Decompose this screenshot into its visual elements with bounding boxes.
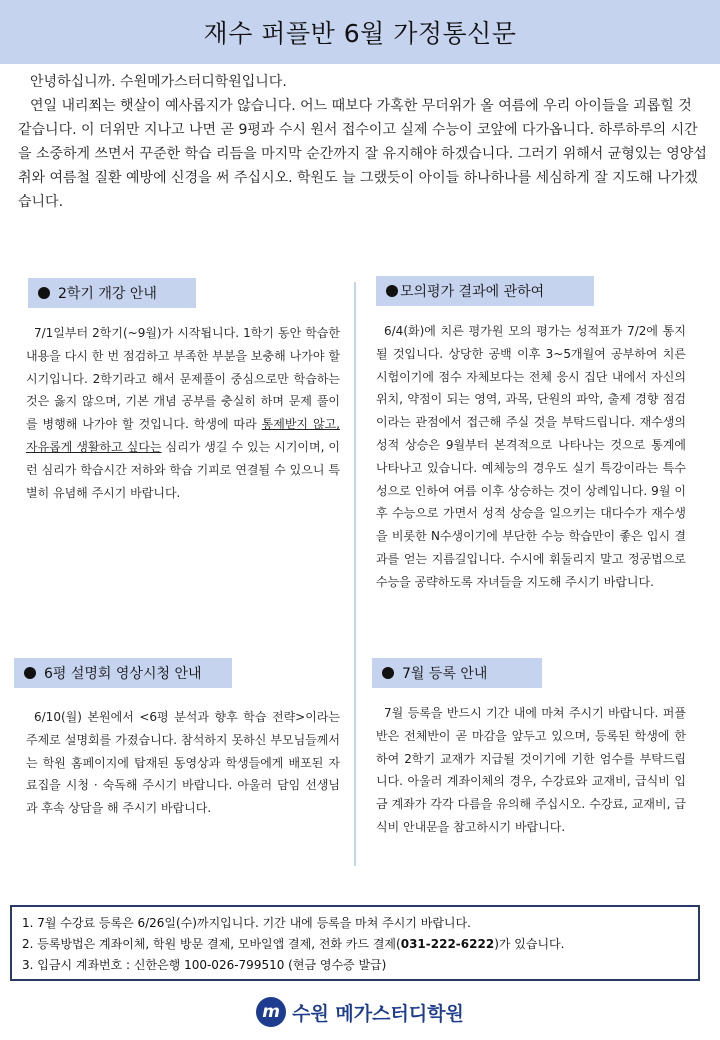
logo-mark-icon: m — [256, 997, 286, 1027]
intro-body: 연일 내리쬐는 햇살이 예사롭지가 않습니다. 어느 때보다 가혹한 무더위가 올 여름에 우리 아이들을 괴롭힐 것 같습니다. 이 더위만 지나고 나면 곧 9평과 수시 원서 접수이고 실제 수능이 코앞에 다가옵니다. 하루하루의 시간을 소중하게 쓰면서 꾸준한 학습 리듬을 마지막 순간까지 잘 유지해야 하겠습니다. 그러기 위해서 균형있는 영양섭취와 여름철 질환 예방에 신경을 써 주십시오. 학원도 늘 그랬듯이 아이들 하나하나를 세심하게 잘 지도해 나가겠습니다. — [18, 98, 707, 210]
notice-box — [10, 905, 700, 981]
section-body-mock — [376, 320, 686, 594]
bullet-icon — [24, 667, 36, 679]
bullet-icon — [386, 285, 398, 297]
column-divider — [354, 282, 356, 866]
notice-line-2 — [22, 934, 688, 955]
semester-underlined-text: 통제받지 않고, 자유롭게 생활하고 싶다는 — [26, 417, 340, 454]
semester-text-after: 심리가 생길 수 있는 시기이며, 이런 심리가 학습시간 저하와 학습 기피로 연결될 수 있으니 특별히 유념해 주시기 바랍니다. — [26, 439, 340, 500]
intro-greeting: 안녕하십니까. 수원메가스터디학원입니다. — [30, 74, 287, 90]
section-header-registration — [372, 658, 542, 688]
section-header-mock — [376, 276, 594, 306]
academy-name: 수원 메가스터디학원 — [292, 1002, 464, 1025]
academy-logo — [0, 993, 720, 1031]
phone-number: 031-222-6222 — [400, 937, 495, 951]
mock-text: 6/4(화)에 치른 평가원 모의 평가는 성적표가 7/2에 통지될 것입니다. 상당한 공백 이후 3~5개월여 공부하여 치른 시험이기에 점수 자체보다는 전체 응시 집단 내에서 자신의 위치, 약점이 되는 영역, 과목, 단원의 파악, 출제 경향 점검이라는 관점에서 접근해 주실 것을 부탁드립니다. 재수생의 성적 상승은 9월부터 본격적으로 나타나는 것으로 통계에 나타나고 있습니다. 예체능의 경우도 실기 특강이라는 특수성으로 인하여 여름 이후 상승하는 것이 상례입니다. 9월 이후 수능으로 가면서 성적 상승을 일으키는 대다수가 재수생을 비롯한 N수생이기에 부단한 수능 학습만이 좋은 입시 결과를 얻는 지름길입니다. 수시에 휘둘리지 말고 정공법으로 수능을 공략하도록 자녀들을 지도해 주시기 바랍니다. — [376, 324, 686, 589]
title-bar — [0, 0, 720, 64]
registration-text: 7월 등록을 반드시 기간 내에 마쳐 주시기 바랍니다. 퍼플반은 전체반이 곧 마감을 앞두고 있으며, 등록된 학생에 한하여 2학기 교재가 지급될 것이기에 기한 엄수를 부탁드립니다. 아울러 계좌이체의 경우, 수강료와 교재비, 급식비 입금 계좌가 각각 다름을 유의해 주십시오. 수강료, 교재비, 급식비 안내문을 참고하시기 바랍니다. — [376, 706, 686, 834]
bullet-icon — [382, 667, 394, 679]
page-title: 재수 퍼플반 6월 가정통신문 — [203, 19, 517, 48]
video-text: 6/10(월) 본원에서 <6평 분석과 향후 학습 전략>이라는 주제로 설명회를 가졌습니다. 참석하지 못하신 부모님들께서는 학원 홈페이지에 탑재된 동영상과 학생들에게 배포된 자료집을 시청 · 숙독해 주시기 바랍니다. 아울러 담임 선생님과 후속 상담을 해 주시기 바랍니다. — [26, 710, 340, 816]
section-title-registration: 7월 등록 안내 — [402, 666, 488, 682]
notice-line-2-text: 2. 등록방법은 계좌이체, 학원 방문 결제, 모바일앱 결제, 전화 카드 결제( — [22, 937, 401, 951]
section-body-registration — [376, 702, 686, 839]
notice-line-3: 3. 입금시 계좌번호 : 신한은행 100-026-799510 (현금 영수증 발급) — [22, 958, 387, 972]
notice-line-2-end: )가 있습니다. — [494, 937, 565, 951]
section-title-semester: 2학기 개강 안내 — [58, 286, 157, 302]
section-title-video: 6평 설명회 영상시청 안내 — [44, 666, 202, 682]
intro — [18, 70, 708, 214]
section-header-semester — [28, 278, 196, 308]
bullet-icon — [38, 287, 50, 299]
notice-line-1: 1. 7월 수강료 등록은 6/26일(수)까지입니다. 기간 내에 등록을 마쳐 주시기 바랍니다. — [22, 916, 471, 930]
section-header-video — [14, 658, 232, 688]
section-body-semester — [26, 322, 340, 504]
semester-text-before: 7/1일부터 2학기(~9월)가 시작됩니다. 1학기 동안 학습한 내용을 다시 한 번 점검하고 부족한 부분을 보충해 나가야 할 시기입니다. 2학기라고 해서 문제풀이 중심으로만 학습하는 것은 옳지 않으며, 기본 개념 공부를 충실히 하며 문제 풀이를 병행해 나가야 할 것입니다. 학생에 따라 — [26, 326, 340, 432]
section-title-mock: 모의평가 결과에 관하여 — [400, 284, 545, 300]
section-body-video — [26, 706, 340, 820]
